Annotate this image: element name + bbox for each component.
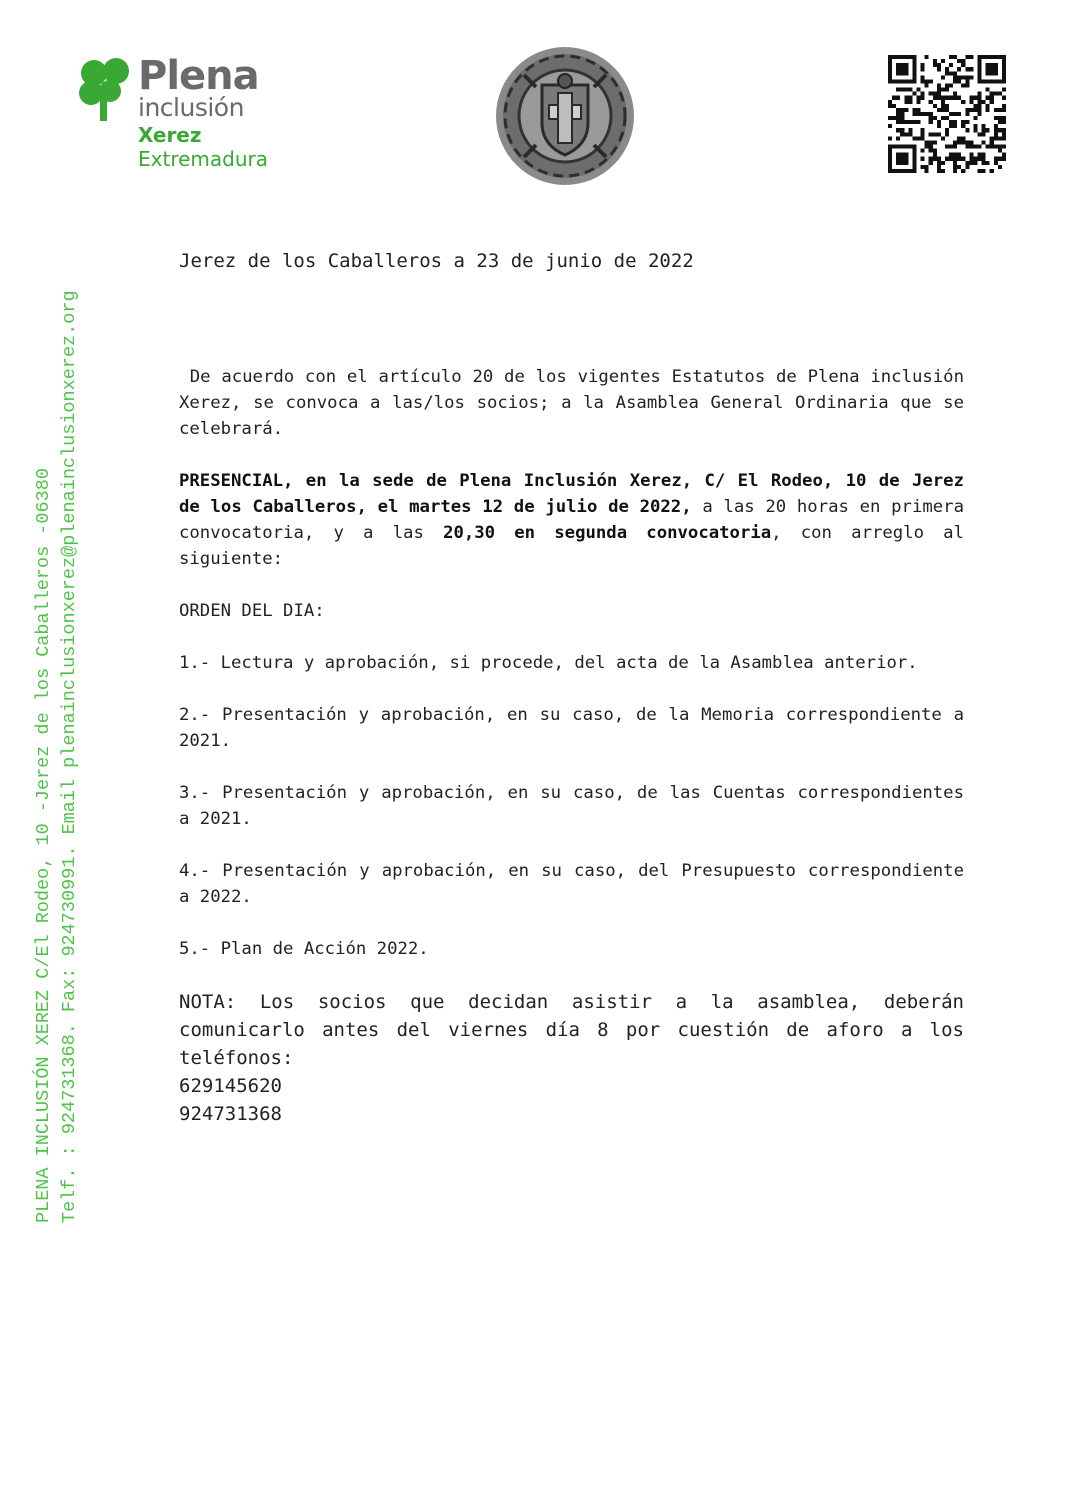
call-bold-location: PRESENCIAL, en la sede de Plena Inclusión Xerez, C/ El Rodeo, 10 de Jerez de los Caballeros, el martes 12 de julio de 2022, bbox=[179, 471, 964, 517]
logo-word-extremadura: Extremadura bbox=[138, 147, 268, 171]
sidebar-contact-info bbox=[31, 290, 83, 1223]
plena-inclusion-logo bbox=[78, 55, 288, 175]
logo-word-xerez: Xerez bbox=[138, 123, 202, 147]
agenda-item-3: 3.- Presentación y aprobación, en su caso, de las Cuentas correspondientes a 2021. bbox=[179, 783, 964, 829]
agenda-item-5: 5.- Plan de Acción 2022. bbox=[179, 939, 429, 959]
sidebar-contact-line: Telf. : 924731368. Fax: 924730991. Email plenainclusionxerez@plenainclusionxerez.org bbox=[59, 290, 80, 1223]
agenda-item-2: 2.- Presentación y aprobación, en su caso, de la Memoria correspondiente a 2021. bbox=[179, 705, 964, 751]
phone-number-1: 629145620 bbox=[179, 1075, 282, 1097]
logo-word-inclusion: inclusión bbox=[138, 93, 244, 122]
call-bold-second: 20,30 en segunda convocatoria bbox=[443, 523, 772, 543]
letter-date: Jerez de los Caballeros a 23 de junio de 2022 bbox=[179, 250, 694, 272]
call-text-times: a las 20 horas en primera convocatoria, y a las bbox=[179, 497, 975, 543]
agenda-title: ORDEN DEL DIA: bbox=[179, 601, 325, 621]
call-text-end: , con arreglo al siguiente: bbox=[179, 523, 964, 569]
agenda-item-4: 4.- Presentación y aprobación, en su caso, del Presupuesto correspondiente a 2022. bbox=[179, 861, 964, 907]
letter-body bbox=[179, 364, 975, 1128]
qr-code-icon[interactable] bbox=[888, 55, 1006, 173]
logo-word-plena: Plena bbox=[138, 53, 259, 99]
sidebar-address-line: PLENA INCLUSIÓN XEREZ C/El Rodeo, 10 -Jerez de los Caballeros -06380 bbox=[33, 468, 54, 1223]
phone-number-2: 924731368 bbox=[179, 1103, 282, 1125]
coat-of-arms-seal-icon bbox=[494, 45, 636, 187]
call-paragraph bbox=[179, 468, 975, 572]
agenda-item-1: 1.- Lectura y aprobación, si procede, del acta de la Asamblea anterior. bbox=[179, 653, 918, 673]
clover-icon bbox=[78, 57, 134, 123]
note-paragraph: NOTA: Los socios que decidan asistir a la asamblea, deberán comunicarlo antes del viernes día 8 por cuestión de aforo a los teléfonos: bbox=[179, 991, 964, 1069]
intro-paragraph: De acuerdo con el artículo 20 de los vigentes Estatutos de Plena inclusión Xerez, se convoca a las/los socios; a la Asamblea General Ordinaria que se celebrará. bbox=[179, 367, 975, 439]
